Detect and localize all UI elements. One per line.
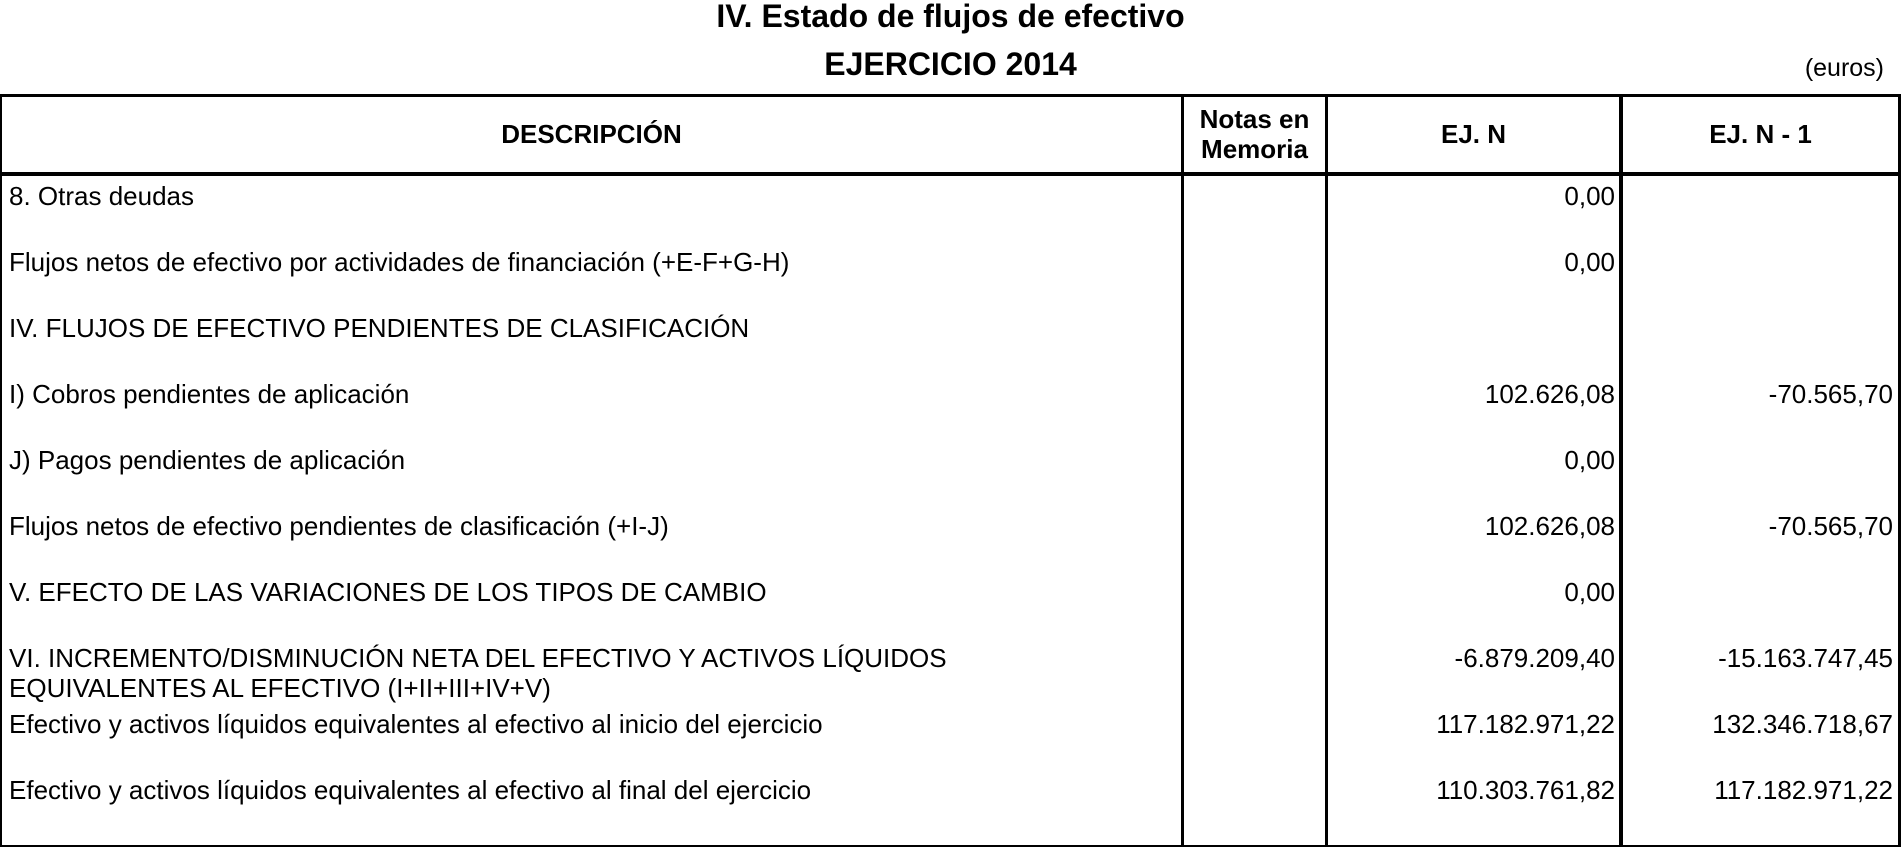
row-value-current-year: -6.879.209,40: [1454, 643, 1615, 673]
table-body: [2, 176, 1898, 836]
row-value-previous-year: 117.182.971,22: [1714, 775, 1893, 805]
column-divider: [1619, 97, 1623, 845]
table-row: [2, 440, 1898, 506]
row-value-current-year: 0,00: [1564, 181, 1615, 211]
table-row: [2, 242, 1898, 308]
column-divider: [1325, 97, 1328, 845]
row-description: Efectivo y activos líquidos equivalentes al efectivo al final del ejercicio: [9, 775, 812, 805]
table-row: [2, 374, 1898, 440]
table-header: [2, 97, 1898, 176]
row-description: VI. INCREMENTO/DISMINUCIÓN NETA DEL EFECTIVO Y ACTIVOS LÍQUIDOS EQUIVALENTES AL EFECTIVO (I+II+III+IV+V): [9, 643, 947, 703]
row-value-current-year: 0,00: [1564, 247, 1615, 277]
row-description: V. EFECTO DE LAS VARIACIONES DE LOS TIPOS DE CAMBIO: [9, 577, 767, 607]
column-header-notes: Notas en Memoria: [1199, 104, 1310, 164]
table-row: [2, 638, 1898, 704]
row-value-current-year: 102.626,08: [1484, 379, 1615, 409]
column-header-previous-year: EJ. N - 1: [1709, 118, 1812, 149]
row-value-current-year: 110.303.761,82: [1436, 775, 1615, 805]
document-title: IV. Estado de flujos de efectivo: [716, 0, 1185, 34]
row-value-previous-year: -15.163.747,45: [1718, 643, 1893, 673]
row-value-previous-year: 132.346.718,67: [1712, 709, 1893, 739]
column-header-current-year: EJ. N: [1440, 118, 1507, 149]
row-value-previous-year: -70.565,70: [1768, 379, 1893, 409]
cash-flow-table: [0, 94, 1901, 847]
row-description: 8. Otras deudas: [9, 181, 194, 211]
row-value-previous-year: -70.565,70: [1768, 511, 1893, 541]
currency-units-label: (euros): [1804, 54, 1884, 82]
row-description: Flujos netos de efectivo por actividades de financiación (+E-F+G-H): [9, 247, 790, 277]
row-value-current-year: 0,00: [1564, 577, 1615, 607]
table-row: [2, 572, 1898, 638]
row-description: J) Pagos pendientes de aplicación: [9, 445, 406, 475]
table-row: [2, 506, 1898, 572]
row-description: Efectivo y activos líquidos equivalentes al efectivo al inicio del ejercicio: [9, 709, 823, 739]
row-value-current-year: 117.182.971,22: [1436, 709, 1615, 739]
row-description: Flujos netos de efectivo pendientes de clasificación (+I-J): [9, 511, 669, 541]
fiscal-year-title: EJERCICIO 2014: [824, 46, 1077, 82]
table-row: [2, 308, 1898, 374]
row-value-current-year: 102.626,08: [1484, 511, 1615, 541]
row-value-current-year: 0,00: [1564, 445, 1615, 475]
table-row: [2, 176, 1898, 242]
row-description: I) Cobros pendientes de aplicación: [9, 379, 410, 409]
column-header-description: DESCRIPCIÓN: [501, 118, 682, 149]
row-description: IV. FLUJOS DE EFECTIVO PENDIENTES DE CLASIFICACIÓN: [9, 313, 750, 343]
table-row: [2, 770, 1898, 836]
table-row: [2, 704, 1898, 770]
column-divider: [1181, 97, 1184, 845]
